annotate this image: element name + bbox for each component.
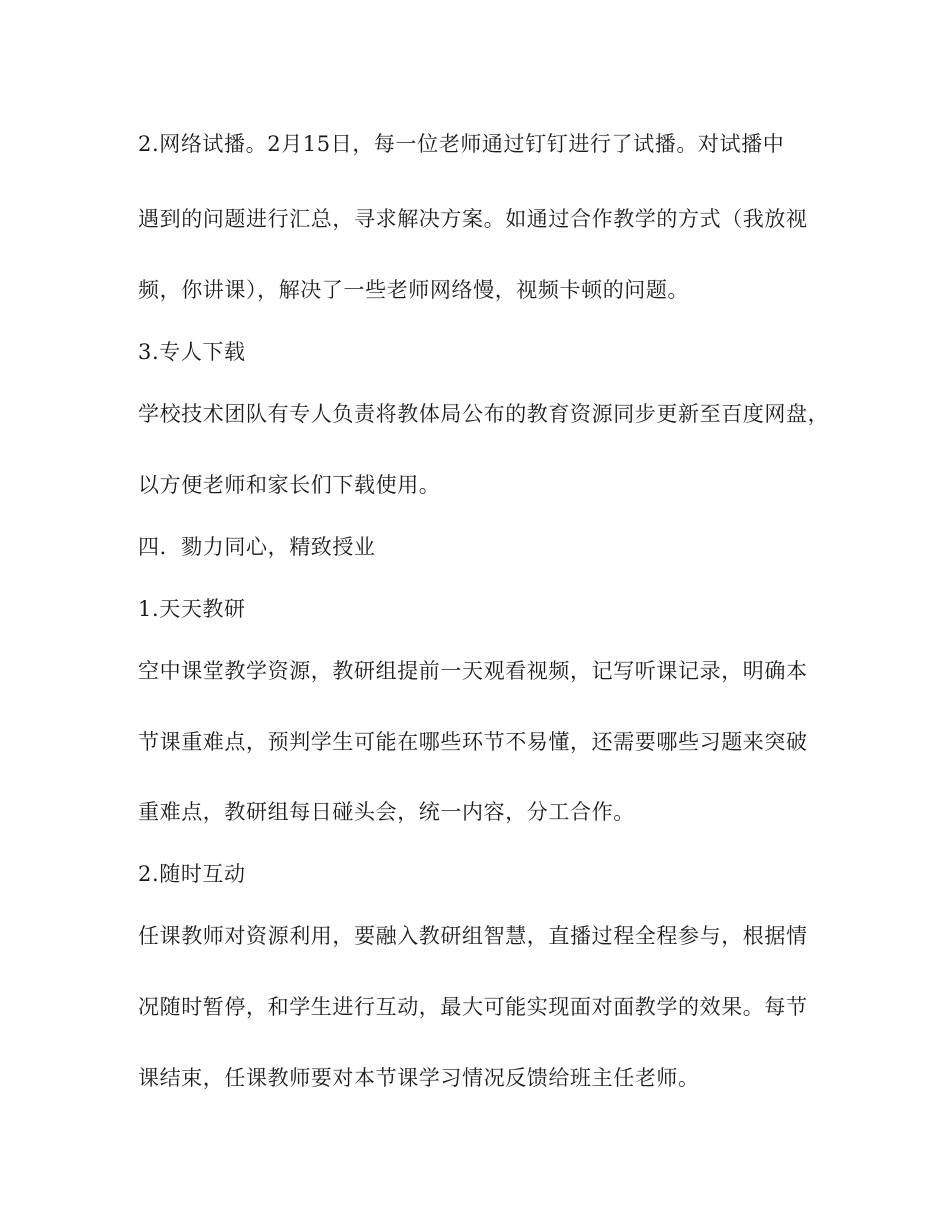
heading-daily-research: 1.天天教研 bbox=[138, 597, 246, 621]
heading-dedicated-download: 3.专人下载 bbox=[138, 340, 246, 364]
paragraph-network-trial-line-1: 2.网络试播。2月15日，每一位老师通过钉钉进行了试播。对试播中 bbox=[138, 132, 785, 156]
paragraph-interaction-line-1: 任课教师对资源利用，要融入教研组智慧，直播过程全程参与，根据情 bbox=[138, 924, 808, 948]
paragraph-daily-research-line-1: 空中课堂教学资源，教研组提前一天观看视频，记写听课记录，明确本 bbox=[138, 659, 808, 683]
paragraph-interaction-line-2: 况随时暂停，和学生进行互动，最大可能实现面对面教学的效果。每节 bbox=[138, 995, 808, 1019]
paragraph-download-line-1: 学校技术团队有专人负责将教体局公布的教育资源同步更新至百度网盘， bbox=[138, 402, 830, 426]
paragraph-daily-research-line-2: 节课重难点，预判学生可能在哪些环节不易懂，还需要哪些习题来突破 bbox=[138, 730, 808, 754]
paragraph-network-trial-line-3: 频，你讲课），解决了一些老师网络慢，视频卡顿的问题。 bbox=[138, 278, 690, 302]
section-heading-four: 四．勠力同心，精致授业 bbox=[138, 535, 376, 559]
paragraph-daily-research-line-3: 重难点，教研组每日碰头会，统一内容，分工合作。 bbox=[138, 800, 635, 824]
paragraph-network-trial-line-2: 遇到的问题进行汇总，寻求解决方案。如通过合作教学的方式（我放视 bbox=[138, 207, 808, 231]
heading-interaction: 2.随时互动 bbox=[138, 862, 246, 886]
paragraph-interaction-line-3: 课结束，任课教师要对本节课学习情况反馈给班主任老师。 bbox=[138, 1066, 700, 1090]
paragraph-download-line-2: 以方便老师和家长们下载使用。 bbox=[138, 473, 441, 497]
